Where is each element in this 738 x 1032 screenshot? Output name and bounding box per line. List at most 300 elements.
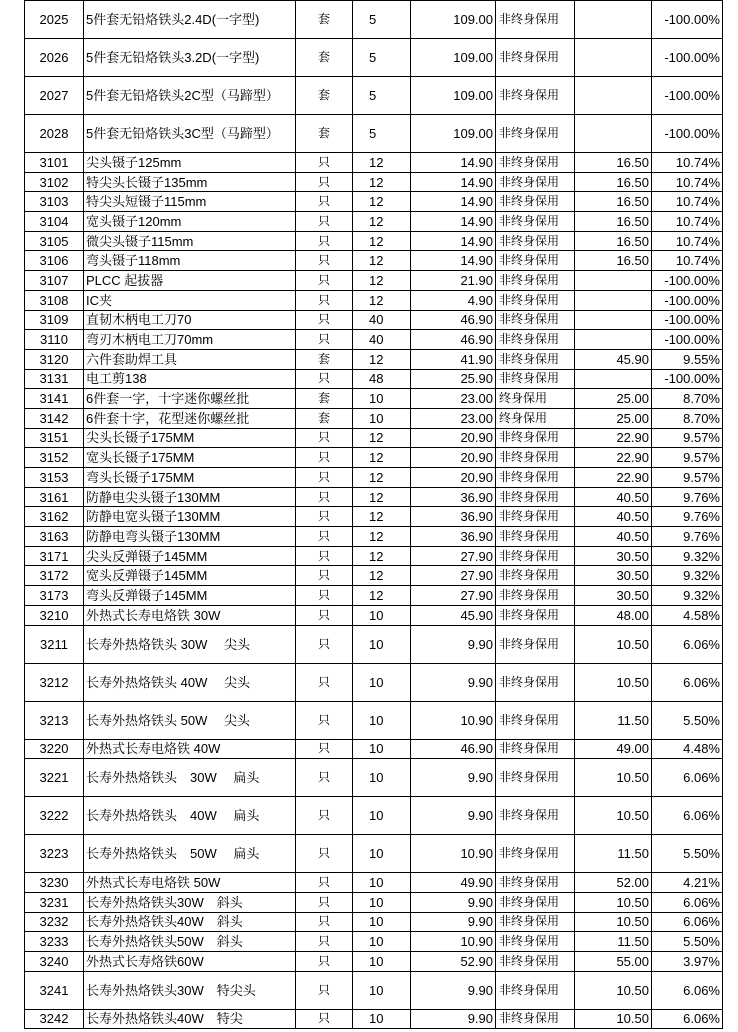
table-row: [25, 527, 723, 547]
table-row: [25, 1, 723, 39]
quantity-cell: 5: [353, 115, 411, 153]
item-code-cell: 2027: [25, 77, 84, 115]
price-cell: 9.90: [411, 912, 496, 932]
item-code-cell: 3223: [25, 835, 84, 873]
price-cell: 21.90: [411, 271, 496, 291]
warranty-cell: 非终身保用: [496, 932, 575, 952]
quantity-cell: 48: [353, 369, 411, 389]
item-name-cell: 长寿外热烙铁头 50W 扁头: [84, 835, 296, 873]
item-name-cell: 弯头反弹镊子145MM: [84, 586, 296, 606]
item-code-cell: 3221: [25, 759, 84, 797]
price-cell: 9.90: [411, 971, 496, 1009]
table-row: [25, 739, 723, 759]
quantity-cell: 10: [353, 797, 411, 835]
price-table: [24, 0, 723, 1029]
price-cell: 23.00: [411, 389, 496, 409]
quantity-cell: 5: [353, 1, 411, 39]
quantity-cell: 10: [353, 892, 411, 912]
unit-cell: 只: [296, 739, 353, 759]
quantity-cell: 10: [353, 701, 411, 739]
price-cell: 27.90: [411, 546, 496, 566]
new-price-cell: 25.00: [575, 408, 652, 428]
table-row: [25, 290, 723, 310]
new-price-cell: 55.00: [575, 951, 652, 971]
table-row: [25, 797, 723, 835]
change-percent-cell: 9.32%: [652, 586, 723, 606]
change-percent-cell: 8.70%: [652, 408, 723, 428]
item-name-cell: 长寿外热烙铁头 40W 尖头: [84, 663, 296, 701]
new-price-cell: [575, 77, 652, 115]
unit-cell: 只: [296, 251, 353, 271]
new-price-cell: 40.50: [575, 487, 652, 507]
table-row: [25, 231, 723, 251]
table-row: [25, 330, 723, 350]
unit-cell: 只: [296, 271, 353, 291]
item-code-cell: 3109: [25, 310, 84, 330]
unit-cell: 只: [296, 487, 353, 507]
item-name-cell: 长寿外热烙铁头 30W 尖头: [84, 625, 296, 663]
item-code-cell: 3106: [25, 251, 84, 271]
price-cell: 4.90: [411, 290, 496, 310]
new-price-cell: 30.50: [575, 566, 652, 586]
change-percent-cell: 6.06%: [652, 1009, 723, 1029]
item-name-cell: 宽头镊子120mm: [84, 212, 296, 232]
quantity-cell: 5: [353, 39, 411, 77]
table-row: [25, 759, 723, 797]
item-code-cell: 3163: [25, 527, 84, 547]
quantity-cell: 10: [353, 759, 411, 797]
item-name-cell: 外热式长寿电烙铁 30W: [84, 605, 296, 625]
change-percent-cell: 9.55%: [652, 349, 723, 369]
price-cell: 14.90: [411, 231, 496, 251]
item-code-cell: 3103: [25, 192, 84, 212]
item-name-cell: 微尖头镊子115mm: [84, 231, 296, 251]
item-code-cell: 3142: [25, 408, 84, 428]
table-row: [25, 408, 723, 428]
table-row: [25, 39, 723, 77]
quantity-cell: 10: [353, 873, 411, 893]
unit-cell: 只: [296, 290, 353, 310]
item-name-cell: 尖头反弹镊子145MM: [84, 546, 296, 566]
unit-cell: 只: [296, 192, 353, 212]
unit-cell: 只: [296, 759, 353, 797]
warranty-cell: 非终身保用: [496, 369, 575, 389]
change-percent-cell: 10.74%: [652, 153, 723, 173]
price-cell: 23.00: [411, 408, 496, 428]
table-row: [25, 835, 723, 873]
unit-cell: 套: [296, 115, 353, 153]
item-name-cell: 长寿外热烙铁头30W 斜头: [84, 892, 296, 912]
item-name-cell: 防静电尖头镊子130MM: [84, 487, 296, 507]
unit-cell: 只: [296, 625, 353, 663]
price-cell: 10.90: [411, 701, 496, 739]
item-name-cell: 尖头镊子125mm: [84, 153, 296, 173]
table-row: [25, 448, 723, 468]
new-price-cell: [575, 271, 652, 291]
item-code-cell: 3162: [25, 507, 84, 527]
warranty-cell: 非终身保用: [496, 797, 575, 835]
warranty-cell: 非终身保用: [496, 172, 575, 192]
quantity-cell: 10: [353, 739, 411, 759]
change-percent-cell: 6.06%: [652, 759, 723, 797]
item-code-cell: 3131: [25, 369, 84, 389]
quantity-cell: 12: [353, 212, 411, 232]
warranty-cell: 非终身保用: [496, 566, 575, 586]
warranty-cell: 非终身保用: [496, 290, 575, 310]
change-percent-cell: -100.00%: [652, 271, 723, 291]
item-name-cell: 直韧木柄电工刀70: [84, 310, 296, 330]
new-price-cell: 40.50: [575, 527, 652, 547]
item-name-cell: 5件套无铅烙铁头3C型（马蹄型）: [84, 115, 296, 153]
quantity-cell: 12: [353, 507, 411, 527]
quantity-cell: 10: [353, 605, 411, 625]
new-price-cell: 16.50: [575, 192, 652, 212]
item-name-cell: 长寿外热烙铁头40W 斜头: [84, 912, 296, 932]
warranty-cell: 非终身保用: [496, 428, 575, 448]
warranty-cell: 非终身保用: [496, 271, 575, 291]
warranty-cell: 非终身保用: [496, 951, 575, 971]
table-row: [25, 873, 723, 893]
warranty-cell: 非终身保用: [496, 310, 575, 330]
item-code-cell: 3101: [25, 153, 84, 173]
unit-cell: 只: [296, 971, 353, 1009]
table-row: [25, 971, 723, 1009]
table-row: [25, 507, 723, 527]
warranty-cell: 终身保用: [496, 408, 575, 428]
change-percent-cell: 8.70%: [652, 389, 723, 409]
table-row: [25, 663, 723, 701]
quantity-cell: 12: [353, 468, 411, 488]
new-price-cell: [575, 369, 652, 389]
new-price-cell: [575, 1, 652, 39]
item-code-cell: 3141: [25, 389, 84, 409]
price-cell: 36.90: [411, 507, 496, 527]
unit-cell: 只: [296, 310, 353, 330]
unit-cell: 只: [296, 507, 353, 527]
change-percent-cell: -100.00%: [652, 330, 723, 350]
change-percent-cell: 6.06%: [652, 625, 723, 663]
new-price-cell: 25.00: [575, 389, 652, 409]
item-code-cell: 2026: [25, 39, 84, 77]
change-percent-cell: 9.32%: [652, 546, 723, 566]
quantity-cell: 10: [353, 912, 411, 932]
new-price-cell: [575, 330, 652, 350]
price-cell: 49.90: [411, 873, 496, 893]
warranty-cell: 非终身保用: [496, 468, 575, 488]
quantity-cell: 12: [353, 192, 411, 212]
change-percent-cell: -100.00%: [652, 1, 723, 39]
new-price-cell: 10.50: [575, 625, 652, 663]
warranty-cell: 非终身保用: [496, 487, 575, 507]
item-name-cell: 外热式长寿烙铁60W: [84, 951, 296, 971]
warranty-cell: 非终身保用: [496, 971, 575, 1009]
item-code-cell: 3213: [25, 701, 84, 739]
table-row: [25, 310, 723, 330]
price-cell: 52.90: [411, 951, 496, 971]
quantity-cell: 10: [353, 971, 411, 1009]
quantity-cell: 12: [353, 428, 411, 448]
new-price-cell: 11.50: [575, 701, 652, 739]
change-percent-cell: 9.76%: [652, 527, 723, 547]
warranty-cell: 非终身保用: [496, 892, 575, 912]
item-code-cell: 3153: [25, 468, 84, 488]
item-code-cell: 3220: [25, 739, 84, 759]
price-cell: 109.00: [411, 115, 496, 153]
new-price-cell: 30.50: [575, 586, 652, 606]
price-cell: 14.90: [411, 251, 496, 271]
table-row: [25, 115, 723, 153]
unit-cell: 只: [296, 369, 353, 389]
quantity-cell: 12: [353, 251, 411, 271]
table-row: [25, 271, 723, 291]
unit-cell: 只: [296, 153, 353, 173]
quantity-cell: 10: [353, 663, 411, 701]
change-percent-cell: 6.06%: [652, 971, 723, 1009]
item-code-cell: 3102: [25, 172, 84, 192]
item-code-cell: 3161: [25, 487, 84, 507]
new-price-cell: 10.50: [575, 912, 652, 932]
table-row: [25, 172, 723, 192]
item-code-cell: 3171: [25, 546, 84, 566]
table-row: [25, 77, 723, 115]
warranty-cell: 非终身保用: [496, 873, 575, 893]
quantity-cell: 5: [353, 77, 411, 115]
table-body: [25, 1, 723, 1029]
item-code-cell: 3172: [25, 566, 84, 586]
price-cell: 20.90: [411, 468, 496, 488]
warranty-cell: 非终身保用: [496, 330, 575, 350]
price-cell: 41.90: [411, 349, 496, 369]
change-percent-cell: -100.00%: [652, 77, 723, 115]
price-cell: 14.90: [411, 172, 496, 192]
warranty-cell: 非终身保用: [496, 586, 575, 606]
change-percent-cell: 6.06%: [652, 912, 723, 932]
item-name-cell: 长寿外热烙铁头50W 斜头: [84, 932, 296, 952]
change-percent-cell: 9.76%: [652, 507, 723, 527]
new-price-cell: 16.50: [575, 153, 652, 173]
table-row: [25, 932, 723, 952]
price-cell: 14.90: [411, 153, 496, 173]
item-name-cell: 六件套助焊工具: [84, 349, 296, 369]
quantity-cell: 12: [353, 231, 411, 251]
price-cell: 46.90: [411, 330, 496, 350]
change-percent-cell: 10.74%: [652, 212, 723, 232]
item-code-cell: 2025: [25, 1, 84, 39]
unit-cell: 只: [296, 663, 353, 701]
new-price-cell: 10.50: [575, 971, 652, 1009]
item-code-cell: 3231: [25, 892, 84, 912]
unit-cell: 只: [296, 586, 353, 606]
price-cell: 109.00: [411, 1, 496, 39]
new-price-cell: 52.00: [575, 873, 652, 893]
warranty-cell: 非终身保用: [496, 349, 575, 369]
table-row: [25, 369, 723, 389]
change-percent-cell: 10.74%: [652, 172, 723, 192]
unit-cell: 只: [296, 546, 353, 566]
unit-cell: 只: [296, 172, 353, 192]
table-row: [25, 212, 723, 232]
price-cell: 27.90: [411, 586, 496, 606]
change-percent-cell: 10.74%: [652, 192, 723, 212]
item-code-cell: 3232: [25, 912, 84, 932]
price-cell: 10.90: [411, 932, 496, 952]
unit-cell: 套: [296, 39, 353, 77]
item-code-cell: 2028: [25, 115, 84, 153]
warranty-cell: 非终身保用: [496, 625, 575, 663]
warranty-cell: 非终身保用: [496, 231, 575, 251]
item-code-cell: 3241: [25, 971, 84, 1009]
table-row: [25, 566, 723, 586]
item-name-cell: 弯头镊子118mm: [84, 251, 296, 271]
warranty-cell: 非终身保用: [496, 605, 575, 625]
new-price-cell: 22.90: [575, 448, 652, 468]
price-cell: 46.90: [411, 310, 496, 330]
new-price-cell: 10.50: [575, 892, 652, 912]
warranty-cell: 非终身保用: [496, 212, 575, 232]
quantity-cell: 40: [353, 330, 411, 350]
warranty-cell: 非终身保用: [496, 115, 575, 153]
unit-cell: 只: [296, 1009, 353, 1029]
item-name-cell: PLCC 起拔器: [84, 271, 296, 291]
price-cell: 9.90: [411, 797, 496, 835]
change-percent-cell: 4.58%: [652, 605, 723, 625]
unit-cell: 只: [296, 566, 353, 586]
item-name-cell: 长寿外热烙铁头 40W 扁头: [84, 797, 296, 835]
unit-cell: 套: [296, 389, 353, 409]
table-row: [25, 487, 723, 507]
item-code-cell: 3222: [25, 797, 84, 835]
item-name-cell: 特尖头长镊子135mm: [84, 172, 296, 192]
unit-cell: 只: [296, 231, 353, 251]
change-percent-cell: -100.00%: [652, 310, 723, 330]
price-cell: 36.90: [411, 527, 496, 547]
table-row: [25, 605, 723, 625]
item-code-cell: 3105: [25, 231, 84, 251]
change-percent-cell: 5.50%: [652, 701, 723, 739]
warranty-cell: 非终身保用: [496, 739, 575, 759]
item-name-cell: 宽头长镊子175MM: [84, 448, 296, 468]
change-percent-cell: 9.57%: [652, 448, 723, 468]
price-cell: 27.90: [411, 566, 496, 586]
change-percent-cell: 9.32%: [652, 566, 723, 586]
warranty-cell: 非终身保用: [496, 251, 575, 271]
table-row: [25, 701, 723, 739]
table-row: [25, 349, 723, 369]
new-price-cell: 49.00: [575, 739, 652, 759]
quantity-cell: 10: [353, 389, 411, 409]
unit-cell: 只: [296, 605, 353, 625]
change-percent-cell: 6.06%: [652, 892, 723, 912]
quantity-cell: 10: [353, 835, 411, 873]
new-price-cell: 16.50: [575, 251, 652, 271]
quantity-cell: 10: [353, 625, 411, 663]
new-price-cell: [575, 310, 652, 330]
item-name-cell: 5件套无铅烙铁头2C型（马蹄型）: [84, 77, 296, 115]
table-row: [25, 912, 723, 932]
table-row: [25, 1009, 723, 1029]
change-percent-cell: 10.74%: [652, 231, 723, 251]
unit-cell: 只: [296, 932, 353, 952]
item-name-cell: IC夹: [84, 290, 296, 310]
price-cell: 9.90: [411, 892, 496, 912]
warranty-cell: 非终身保用: [496, 192, 575, 212]
item-name-cell: 防静电弯头镊子130MM: [84, 527, 296, 547]
quantity-cell: 12: [353, 271, 411, 291]
new-price-cell: 22.90: [575, 468, 652, 488]
new-price-cell: 11.50: [575, 932, 652, 952]
change-percent-cell: -100.00%: [652, 39, 723, 77]
unit-cell: 只: [296, 835, 353, 873]
new-price-cell: 10.50: [575, 797, 652, 835]
unit-cell: 套: [296, 77, 353, 115]
price-cell: 25.90: [411, 369, 496, 389]
table-row: [25, 625, 723, 663]
new-price-cell: [575, 39, 652, 77]
quantity-cell: 10: [353, 1009, 411, 1029]
price-cell: 20.90: [411, 428, 496, 448]
new-price-cell: 16.50: [575, 231, 652, 251]
table-row: [25, 428, 723, 448]
table-row: [25, 468, 723, 488]
item-code-cell: 3242: [25, 1009, 84, 1029]
new-price-cell: [575, 115, 652, 153]
warranty-cell: 非终身保用: [496, 39, 575, 77]
item-name-cell: 5件套无铅烙铁头3.2D(一字型): [84, 39, 296, 77]
item-code-cell: 3233: [25, 932, 84, 952]
price-cell: 46.90: [411, 739, 496, 759]
table-row: [25, 586, 723, 606]
unit-cell: 只: [296, 527, 353, 547]
new-price-cell: 10.50: [575, 1009, 652, 1029]
item-name-cell: 宽头反弹镊子145MM: [84, 566, 296, 586]
unit-cell: 套: [296, 408, 353, 428]
price-cell: 9.90: [411, 1009, 496, 1029]
warranty-cell: 非终身保用: [496, 759, 575, 797]
warranty-cell: 非终身保用: [496, 448, 575, 468]
unit-cell: 只: [296, 330, 353, 350]
price-cell: 9.90: [411, 625, 496, 663]
change-percent-cell: 4.21%: [652, 873, 723, 893]
unit-cell: 只: [296, 701, 353, 739]
change-percent-cell: 5.50%: [652, 932, 723, 952]
item-code-cell: 3151: [25, 428, 84, 448]
item-code-cell: 3230: [25, 873, 84, 893]
change-percent-cell: -100.00%: [652, 290, 723, 310]
change-percent-cell: 4.48%: [652, 739, 723, 759]
new-price-cell: 11.50: [575, 835, 652, 873]
unit-cell: 套: [296, 1, 353, 39]
unit-cell: 只: [296, 468, 353, 488]
new-price-cell: 16.50: [575, 212, 652, 232]
new-price-cell: 30.50: [575, 546, 652, 566]
item-code-cell: 3108: [25, 290, 84, 310]
unit-cell: 只: [296, 212, 353, 232]
item-code-cell: 3210: [25, 605, 84, 625]
warranty-cell: 非终身保用: [496, 663, 575, 701]
price-cell: 36.90: [411, 487, 496, 507]
price-cell: 45.90: [411, 605, 496, 625]
unit-cell: 只: [296, 448, 353, 468]
item-name-cell: 外热式长寿电烙铁 40W: [84, 739, 296, 759]
quantity-cell: 12: [353, 448, 411, 468]
warranty-cell: 非终身保用: [496, 835, 575, 873]
change-percent-cell: 9.57%: [652, 468, 723, 488]
table-row: [25, 951, 723, 971]
quantity-cell: 12: [353, 527, 411, 547]
item-code-cell: 3212: [25, 663, 84, 701]
quantity-cell: 12: [353, 349, 411, 369]
quantity-cell: 12: [353, 487, 411, 507]
